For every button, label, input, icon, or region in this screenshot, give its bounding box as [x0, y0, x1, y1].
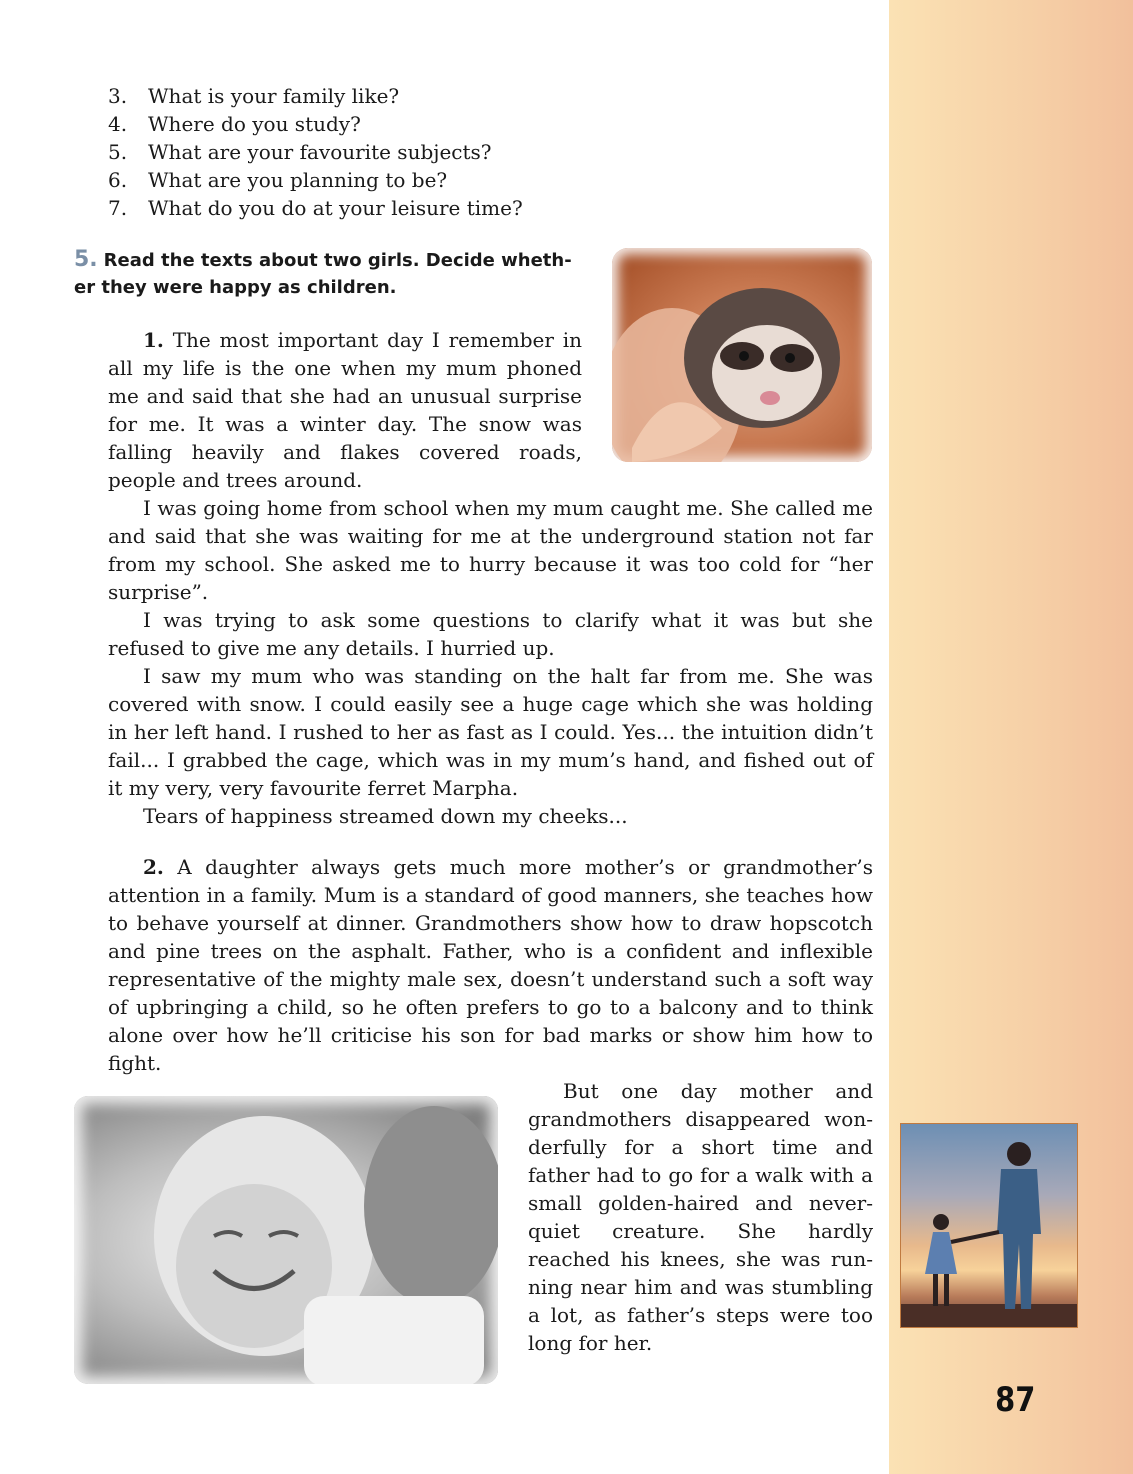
girl-illustration: [74, 1096, 498, 1384]
text1-paragraph: Tears of happiness streamed down my cheeks...: [143, 804, 628, 828]
question-item: 6. What are you planning to be?: [108, 168, 448, 192]
task-heading: [74, 246, 589, 301]
text1-paragraph: I was trying to ask some questions to clarify what it was but she refused to give me any details. I hurried up.: [108, 608, 873, 660]
father-daughter-sunset-photo: [900, 1123, 1078, 1328]
text1-body: [108, 494, 873, 830]
text2-body: 2. A daughter always gets much more mother’s or grandmother’s attention in a family. Mum is a standard of good manners, she teaches how to behave yourself at dinner. Grandmothers show how to draw hopscotch and pine trees on the asphalt. Father, who is a confident and inflexible representative of the mighty male sex, doesn’t understand such a soft way of upbringing a child, so he often prefers to go to a balcony and to think alone over how he’ll criticise his son for bad marks or show him how to fight.: [108, 855, 873, 1075]
question-item: 7. What do you do at your leisure time?: [108, 196, 523, 220]
girl-photo: [74, 1096, 498, 1384]
text1-paragraph: I saw my mum who was standing on the halt far from me. She was covered with snow. I could easily see a huge cage which she was holding in her left hand. I rushed to her as fast as I could. Yes... the intuition didn’t fail... I grabbed the cage, which was in my mum’s hand, and fished out of it my very, very favourite ferret Marpha.: [108, 664, 873, 800]
text1-paragraph: I was going home from school when my mum caught me. She called me and said that she was waiting for me at the underground station not far from my school. She asked me to hurry because it was too cold for “her surprise”.: [108, 496, 873, 604]
ferret-photo: [612, 248, 872, 462]
silhouette-illustration: [901, 1124, 1077, 1327]
text1-intro: 1. The most important day I remember in all my life is the one when my mum phoned me and said that she had an unusual surprise for me. It was a winter day. The snow was falling heavily and flakes covered roads, people and trees around.: [108, 328, 583, 492]
text2-continuation: [528, 1077, 873, 1357]
ferret-illustration: [612, 248, 872, 462]
question-list: [108, 82, 628, 222]
task-instruction: Read the texts about two girls. Decide wheth-er they were happy as children.: [74, 250, 572, 298]
page-number: 87: [995, 1380, 1036, 1420]
task-number: 5.: [74, 247, 98, 272]
question-item: 4. Where do you study?: [108, 112, 361, 136]
question-item: 5. What are your favourite subjects?: [108, 140, 492, 164]
text2-paragraph: But one day mother and grandmothers disappeared won-derfully for a short time and father had to go for a walk with a small golden-haired and never-quiet creature. She hardly reached his knees, she was run-ning near him and was stumbling a lot, as father’s steps were too long for her.: [528, 1079, 873, 1355]
question-item: 3. What is your family like?: [108, 84, 400, 108]
